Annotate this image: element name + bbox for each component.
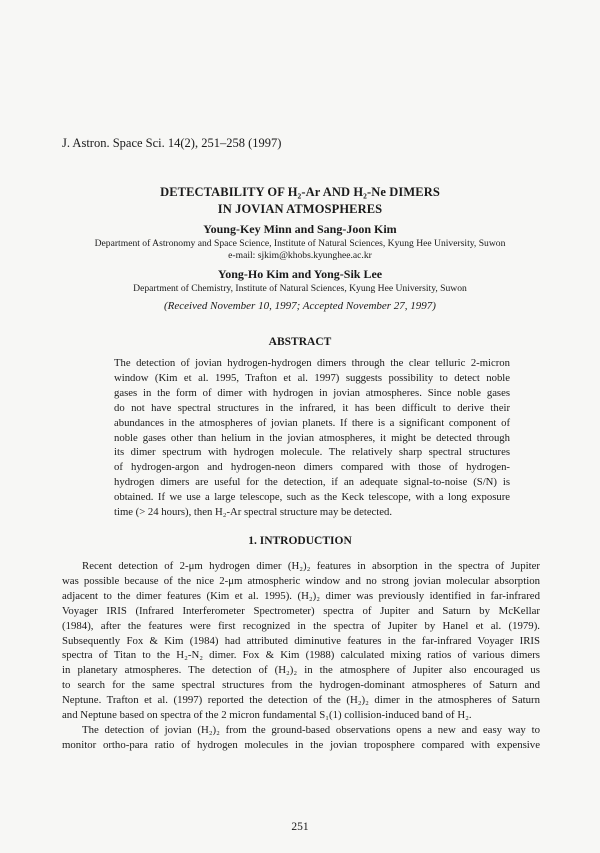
affiliation-1: Department of Astronomy and Space Science, Institute of Natural Sciences, Kyung Hee University, Suwon	[94, 238, 506, 249]
abstract-line: gases in the form of dimer with hydrogen in jovian atmospheres. Since noble gases	[114, 386, 510, 399]
intro-line: Subsequently Fox & Kim (1984) had attributed diminutive features in the far-infrared Voyager IRIS	[62, 634, 540, 647]
abstract-line: hydrogen dimers are useful for the detection, if an adequate signal-to-noise (S/N) is	[114, 476, 510, 489]
abstract-line: The detection of jovian hydrogen-hydrogen dimers through the clear telluric 2-micron	[114, 357, 510, 369]
abstract-line: time (> 24 hours), then H₂-Ar spectral structure may be detected.	[114, 506, 393, 519]
intro-line: and Neptune based on spectra of the 2 micron fundamental S₁(1) collision-induced band of H₂.	[62, 709, 472, 722]
authors-group-2: Yong-Ho Kim and Yong-Sik Lee	[217, 267, 383, 281]
abstract-line: window (Kim et al. 1995, Trafton et al. 1997) suggests possibility to detect noble	[114, 371, 510, 384]
affiliation-2: Department of Chemistry, Institute of Natural Sciences, Kyung Hee University, Suwon	[133, 283, 467, 294]
abstract-line: its dimer spectrum with hydrogen molecule. The relatively sharp spectral structures	[114, 446, 510, 459]
abstract-line: abundances in the atmospheres of jovian planets. If there is a significant component of	[114, 416, 510, 429]
page-number: 251	[291, 821, 309, 833]
intro-line: was possible because of the nice 2-μm atmospheric window and no strong jovian molecular absorption	[62, 574, 540, 587]
section-heading-introduction: 1. INTRODUCTION	[248, 535, 352, 547]
abstract-line: noble gases other than helium in the jovian atmospheres, it might be detected through	[114, 431, 510, 444]
abstract-body	[114, 356, 510, 520]
abstract-line: obtained. If we use a large telescope, such as the Keck telescope, with a long exposure	[114, 491, 510, 504]
intro-line: Recent detection of 2-μm hydrogen dimer (H₂)₂ features in absorption in the spectra of Jupiter	[82, 560, 540, 572]
paper-title-line-1: DETECTABILITY OF H₂-Ar AND H₂-Ne DIMERS	[160, 185, 440, 199]
intro-line: adjacent to the dimer features (Kim et al. 1995). (H₂)₂ dimer was previously identified in far-infrared	[62, 589, 540, 602]
paper-title-line-2: IN JOVIAN ATMOSPHERES	[217, 202, 383, 216]
abstract-line: do not have spectral structures in the infrared, it has been difficult to derive their	[114, 401, 510, 414]
abstract-heading: ABSTRACT	[268, 336, 332, 348]
intro-line: spectra of Titan to the H₂-N₂ dimer. Fox & Kim (1988) calculated mixing ratios of various dimers	[62, 649, 540, 662]
abstract-line: of hydrogen-argon and hydrogen-neon dimers compared with those of hydrogen-	[114, 461, 510, 474]
intro-line: Voyager IRIS (Infrared Interferometer Spectrometer) spectra of Jupiter and Saturn by McKellar	[62, 604, 540, 617]
intro-line: in planetary atmospheres. The detection of (H₂)₂ in the atmosphere of Jupiter also encouraged us	[62, 664, 540, 677]
intro-line: The detection of jovian (H₂)₂ from the ground-based observations opens a new and easy way to	[82, 723, 540, 736]
intro-line: Neptune. Trafton et al. (1997) reported the detection of the (H₂)₂ dimer in the atmospheres of Saturn	[62, 694, 540, 707]
authors-group-1: Young-Key Minn and Sang-Joon Kim	[203, 222, 397, 236]
intro-line: monitor ortho-para ratio of hydrogen molecules in the jovian troposphere compared with expensive	[62, 738, 540, 751]
introduction-body	[62, 559, 540, 753]
intro-line: to search for the same spectral structures from the hydrogen-dominant atmospheres of Saturn and	[62, 679, 540, 692]
intro-line: (1984), after the features were first recognized in the spectra of Jupiter by Hanel et al. (1979).	[62, 619, 540, 632]
journal-citation: J. Astron. Space Sci. 14(2), 251–258 (1997)	[62, 136, 282, 150]
email-address: e-mail: sjkim@khobs.kyunghee.ac.kr	[228, 250, 372, 261]
received-dates: (Received November 10, 1997; Accepted November 27, 1997)	[164, 300, 436, 312]
